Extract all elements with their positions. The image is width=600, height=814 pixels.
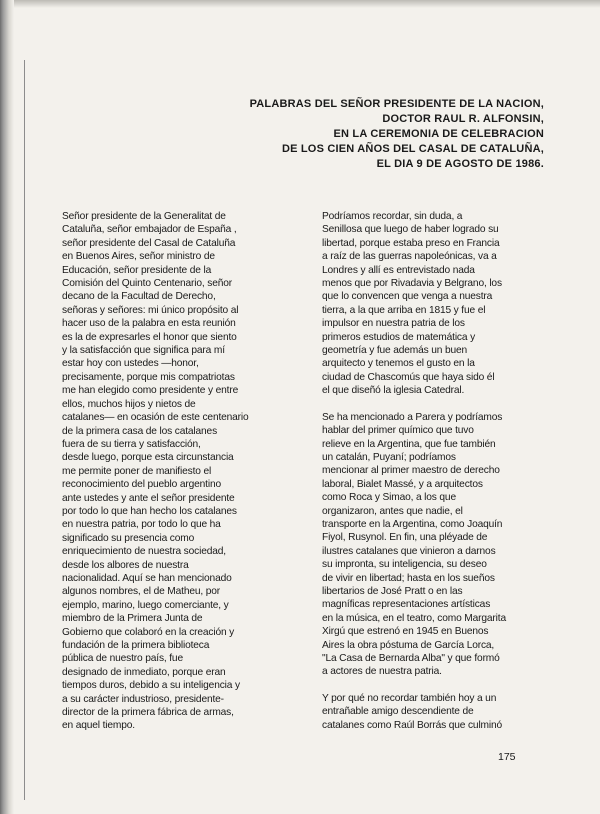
text-line: un catalán, Puyaní; podríamos [322, 451, 456, 463]
text-line: algunos nombres, el de Matheu, por [62, 586, 220, 598]
text-line: señoras y señores: mi único propósito al [62, 304, 239, 316]
paragraph-gap [322, 398, 536, 411]
text-line: mencionar al primer maestro de derecho [322, 465, 500, 477]
text-line: Señor presidente de la Generalitat de [62, 211, 226, 222]
scan-binding-edge [0, 0, 14, 814]
text-line: desde los albores de nuestra [62, 559, 189, 571]
text-line: arquitecto y tenemos el gusto en la [322, 358, 475, 370]
text-line: tierra, a la que arriba en 1815 y fue el [322, 304, 486, 316]
text-line: de vivir en libertad; hasta en los sueños [322, 572, 495, 584]
text-line: designado de inmediato, porque eran [62, 666, 226, 678]
text-line: geometría y fue además un buen [322, 345, 468, 357]
heading-line: EN LA CEREMONIA DE CELEBRACION [333, 128, 544, 140]
text-line: catalanes— en ocasión de este centenario [62, 412, 249, 424]
text-line: catalanes como Raúl Borrás que culminó [322, 719, 503, 731]
heading-line: DOCTOR RAUL R. ALFONSIN, [382, 113, 544, 125]
text-line: Fiyol, Rusynol. En fin, una pléyade de [322, 532, 488, 544]
text-line: precisamente, porque mis compatriotas [62, 371, 235, 383]
text-line: es la de expresarles el honor que siento [62, 331, 237, 343]
text-line: libertad, porque estaba preso en Francia [322, 237, 500, 249]
text-line: nacionalidad. Aquí se han mencionado [62, 572, 232, 584]
right-text-column [322, 210, 536, 732]
text-line: Aires la obra póstuma de García Lorca, [322, 639, 495, 651]
text-line: como Roca y Simao, a los que [322, 492, 456, 504]
text-line: primeros estudios de matemática y [322, 331, 476, 343]
text-line: me han elegido como presidente y entre [62, 385, 239, 397]
text-line: Podríamos recordar, sin duda, a [322, 211, 463, 222]
text-line: en Buenos Aires, señor ministro de [62, 251, 215, 263]
text-line: por todo lo que han hecho los catalanes [62, 505, 237, 517]
text-line: pública de nuestro país, fue [62, 653, 183, 665]
text-line: miembro de la Primera Junta de [62, 613, 203, 625]
text-line: a actores de nuestra patria. [322, 666, 442, 678]
heading-line: DE LOS CIEN AÑOS DEL CASAL DE CATALUÑA, [281, 143, 544, 155]
paragraph-gap [322, 679, 536, 692]
text-line: desde luego, porque esta circunstancia [62, 452, 234, 464]
text-line: Y por qué no recordar también hoy a un [322, 692, 497, 704]
text-line: menos que por Rivadavia y Belgrano, los [322, 278, 502, 290]
text-line: libertarios de José Pratt o en las [322, 585, 463, 597]
text-line: tiempos duros, debido a su inteligencia y [62, 680, 240, 692]
text-line: hablar del primer químico que tuvo [322, 425, 474, 437]
text-line: Senillosa que luego de haber logrado su [322, 224, 499, 236]
text-line: relieve en la Argentina, que fue también [322, 438, 496, 450]
text-line: estar hoy con ustedes —honor, [62, 358, 199, 370]
text-line: ellos, muchos hijos y nietos de [62, 398, 196, 410]
text-line: ejemplo, marino, luego comerciante, y [62, 599, 229, 611]
text-line: en nuestra patria, por todo lo que ha [62, 519, 221, 531]
heading-line: PALABRAS DEL SEÑOR PRESIDENTE DE LA NACION, [249, 98, 544, 110]
text-line: en la música, en el teatro, como Margarita [322, 612, 506, 624]
text-line: ante ustedes y ante el señor presidente [62, 492, 235, 504]
speech-heading [184, 97, 544, 172]
text-line: magníficas representaciones artísticas [322, 599, 491, 611]
text-line: a su carácter industrioso, presidente- [62, 693, 224, 705]
text-line: hacer uso de la palabra en esta reunión [62, 318, 236, 330]
scan-margin-line [24, 60, 25, 800]
text-line: que lo convencen que venga a nuestra [322, 291, 493, 303]
text-line: significado su presencia como [62, 532, 195, 544]
text-line: decano de la Facultad de Derecho, [62, 291, 216, 303]
text-line: organizaron, antes que nadie, el [322, 505, 463, 517]
text-line: Gobierno que colaboró en la creación y [62, 626, 235, 638]
heading-line: EL DIA 9 DE AGOSTO DE 1986. [376, 158, 544, 170]
text-line: ilustres catalanes que vinieron a darnos [322, 545, 496, 557]
text-line: director de la primera fábrica de armas, [62, 707, 234, 719]
text-line: transporte en la Argentina, como Joaquín [322, 518, 503, 530]
text-line: impulsor en nuestra patria de los [322, 318, 465, 330]
page-number: 175 [498, 751, 516, 763]
text-line: reconocimiento del pueblo argentino [62, 479, 221, 491]
text-line: señor presidente del Casal de Cataluña [62, 237, 236, 249]
scan-shadow-top [0, 0, 600, 8]
text-line: y la satisfacción que significa para mí [62, 345, 225, 357]
text-line: fundación de la primera biblioteca [62, 640, 210, 651]
text-line: Educación, señor presidente de la [62, 264, 212, 276]
text-line: Xirgú que estrenó en 1945 en Buenos [322, 626, 489, 638]
text-line: el que diseñó la iglesia Catedral. [322, 385, 465, 397]
text-line: de la primera casa de los catalanes [62, 425, 218, 437]
text-line: Se ha mencionado a Parera y podríamos [322, 411, 503, 423]
text-line: su impronta, su inteligencia, su deseo [322, 559, 487, 571]
text-line: Londres y allí es entrevistado nada [322, 264, 475, 276]
text-line: "La Casa de Bernarda Alba" y que formó [322, 653, 500, 664]
left-text-column [62, 210, 294, 733]
text-line: fuera de su tierra y satisfacción, [62, 438, 201, 450]
text-line: a raíz de las guerras napoleónicas, va a [322, 251, 497, 263]
text-line: Cataluña, señor embajador de España , [62, 224, 237, 236]
text-line: enriquecimiento de nuestra sociedad, [62, 546, 226, 558]
text-line: me permite poner de manifiesto el [62, 465, 212, 477]
text-line: en aquel tiempo. [62, 720, 135, 732]
text-line: ciudad de Chascomús que haya sido él [322, 371, 495, 383]
text-line: Comisión del Quinto Centenario, señor [62, 278, 232, 290]
text-line: entrañable amigo descendiente de [322, 706, 474, 718]
text-line: laboral, Bialet Massé, y a arquitectos [322, 478, 483, 490]
